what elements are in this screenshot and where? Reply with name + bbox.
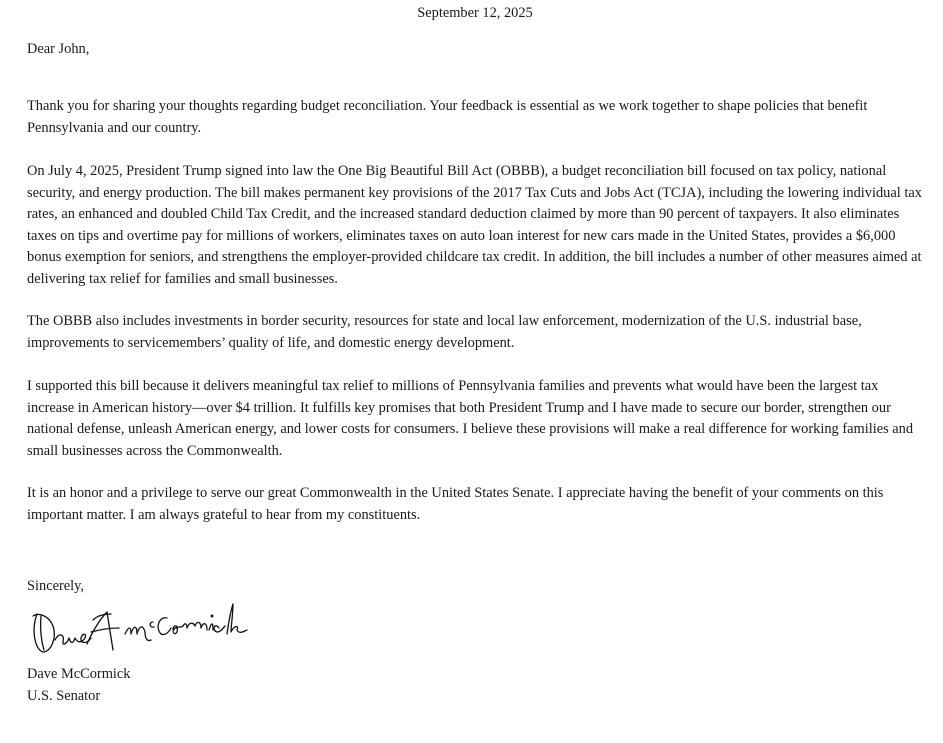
paragraph-honor: It is an honor and a privilege to serve our great Commonwealth in the United States Senate. I appreciate having the benefit of your comments on this important matter. I am always grateful to hear from my constituents.	[27, 485, 884, 523]
greeting: Dear John,	[27, 41, 90, 57]
paragraph-obbb-summary: On July 4, 2025, President Trump signed into law the One Big Beautiful Bill Act (OBBB), a budget reconciliation bill focused on tax policy, national security, and energy production. The bill makes permanent key provisions of the 2017 Tax Cuts and Jobs Act (TCJA), including the lowering individual tax rates, an enhanced and doubled Child Tax Credit, and the increased standard deduction claimed by more than 90 percent of taxpayers. It also eliminates taxes on tips and overtime pay for millions of workers, eliminates taxes on auto loan interest for new cars made in the United States, provides a $6,000 bonus exemption for seniors, and strengthens the employer-provided childcare tax credit. In addition, the bill includes a number of other measures aimed at delivering tax relief for families and small businesses.	[27, 163, 922, 287]
paragraph-investments: The OBBB also includes investments in border security, resources for state and local law enforcement, modernization of the U.S. industrial base, improvements to servicemembers’ quality of life, and domestic energy development.	[27, 313, 862, 351]
handwritten-signature	[27, 600, 252, 660]
signer-title: U.S. Senator	[27, 688, 101, 704]
paragraph-thanks: Thank you for sharing your thoughts regarding budget reconciliation. Your feedback is essential as we work together to shape policies that benefit Pennsylvania and our country.	[27, 98, 868, 136]
paragraph-support: I supported this bill because it delivers meaningful tax relief to millions of Pennsylvania families and prevents what would have been the largest tax increase in American history—over $4 trillion. It fulfills key promises that both President Trump and I have made to secure our border, strengthen our national defense, unleash American energy, and lower costs for consumers. I believe these provisions will make a real difference for working families and small businesses across the Commonwealth.	[27, 378, 914, 459]
signer-name: Dave McCormick	[27, 666, 131, 682]
closing: Sincerely,	[27, 578, 85, 594]
letter-date: September 12, 2025	[417, 5, 533, 21]
